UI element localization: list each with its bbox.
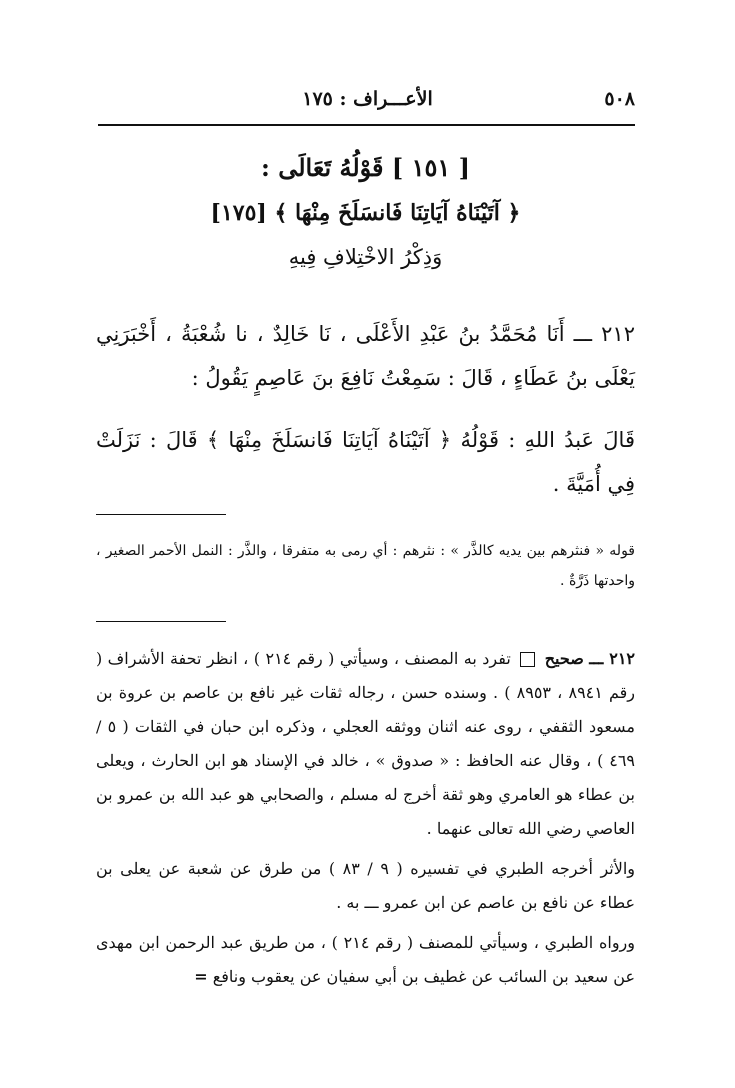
- commentary-text: ورواه الطبري ، وسيأتي للمصنف ( رقم ٢١٤ ) ، من طريق عبد الرحمن ابن مهدى عن سعيد بن السائب عن غطيف بن أبي سفيان عن يعقوب ونافع: [96, 933, 635, 986]
- commentary-number: ٢١٢ ـــ: [589, 649, 636, 668]
- commentary-text: تفرد به المصنف ، وسيأتي ( رقم ٢١٤ ) ، انظر تحفة الأشراف ( رقم ٨٩٤١ ، ٨٩٥٣ ) . وسنده حسن ، رجاله ثقات غير نافع بن عاصم بن عروة بن مسعود الثقفي ، روى عنه اثنان ووثقه العجلي ، وذكره ابن حبان في الثقات ( ٥ / ٤٦٩ ) ، وقال عنه الحافظ : « صدوق » ، خالد في الإسناد هو ابن الحارث ، ويعلى بن عطاء هو العامري وهو ثقة أخرج له مسلم ، والصحابي هو عبد الله بن عمرو بن العاصي رضي الله تعالى عنهما .: [96, 649, 636, 838]
- section-title: [ ١٥١ ] قَوْلُهُ تَعَالَى :: [261, 153, 470, 182]
- commentary-paragraph: والأثر أخرجه الطبري في تفسيره ( ٩ / ٨٣ ) من طرق عن شعبة عن يعلى بن عطاء عن نافع بن عاصم عن ابن عمرو ـــ به .: [96, 859, 636, 912]
- running-title: الأعـــراف : ١٧٥: [302, 88, 433, 110]
- footnote: قوله « فنثرهم بين يديه كالذَّر » : نثرهم : أي رمى به متفرقا ، والذَّر : النمل الأحمر الصغير ، واحدتها ذَرَّةٌ .: [96, 543, 635, 589]
- hadith-chain: ٢١٢ ـــ أَنَا مُحَمَّدُ بنُ عَبْدِ الأَعْلَى ، نَا خَالِدٌ ، نا شُعْبَةُ ، أَخْبَرَنِي يَعْلَى بنُ عَطَاءٍ ، قَالَ : سَمِعْتُ نَافِعَ بنَ عَاصِمٍ يَقُولُ :: [96, 322, 635, 390]
- continuation-mark: =: [194, 967, 208, 986]
- commentary-paragraph: [96, 926, 635, 994]
- commentary-paragraph: [96, 642, 635, 846]
- section-subtitle: وَذِكْرُ الاخْتِلافِ فِيهِ: [288, 245, 443, 269]
- page-header: [100, 82, 635, 118]
- commentary-divider: [96, 621, 226, 622]
- hadith-text: قَالَ عَبدُ اللهِ : قَوْلُهُ ﴿ آتَيْنَاهُ آيَاتِنَا فَانسَلَخَ مِنْهَا ﴾ قَالَ : نَزَلَتْ فِي أُمَيَّةَ .: [96, 428, 635, 496]
- header-divider: [98, 124, 635, 126]
- footnote-divider: [96, 514, 226, 515]
- commentary: [96, 642, 635, 994]
- verse-line: ﴿ آتَيْنَاهُ آيَاتِنَا فَانسَلَخَ مِنْهَا ﴾ [١٧٥]: [210, 200, 521, 226]
- grade-label: صحيح: [544, 649, 584, 668]
- page-number: ٥٠٨: [604, 88, 635, 110]
- square-marker-icon: [520, 652, 535, 667]
